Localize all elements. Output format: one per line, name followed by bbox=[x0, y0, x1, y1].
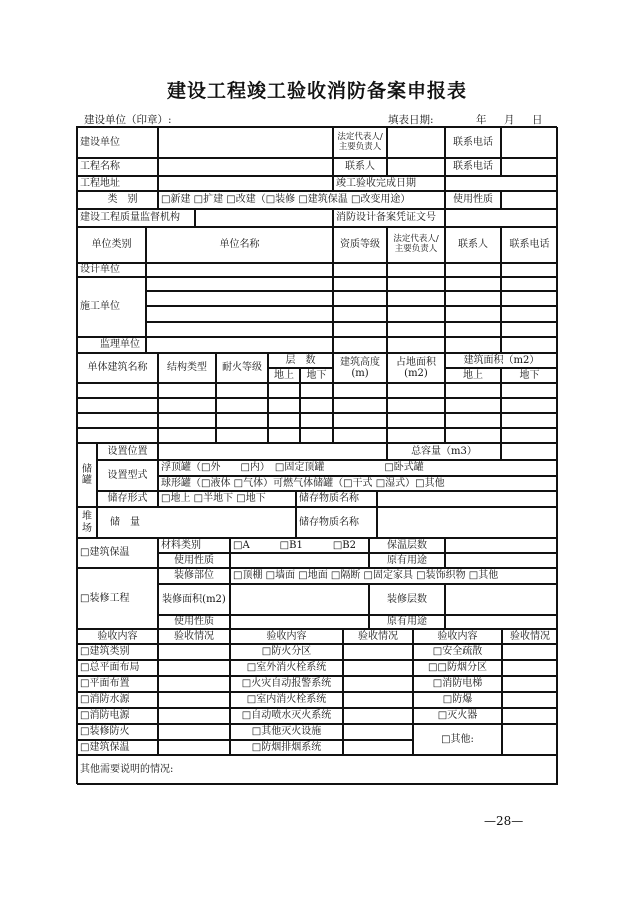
form-input-cell[interactable] bbox=[502, 692, 558, 708]
form-input-cell[interactable] bbox=[333, 306, 387, 322]
form-input-cell[interactable] bbox=[387, 263, 445, 277]
form-label-cell: □装修防火 bbox=[77, 724, 158, 740]
form-label-cell: 联系电话 bbox=[445, 127, 501, 158]
form-label-cell: 装修层数 bbox=[369, 584, 445, 615]
form-input-cell[interactable] bbox=[333, 398, 387, 413]
form-label-cell: 储存形式 bbox=[97, 491, 158, 507]
unit-seal-label: 建设单位（印章）: bbox=[84, 114, 172, 126]
form-input-cell[interactable] bbox=[158, 398, 216, 413]
form-label-cell: 设计单位 bbox=[77, 263, 146, 277]
form-label-cell: 建设工程质量监督机构 bbox=[77, 209, 195, 227]
form-input-cell[interactable] bbox=[343, 740, 413, 755]
form-input-cell[interactable] bbox=[333, 428, 387, 443]
form-label-cell: 原有用途 bbox=[369, 615, 445, 629]
form-label-cell: 地上 bbox=[268, 368, 300, 383]
form-input-cell[interactable] bbox=[445, 291, 501, 306]
form-input-cell[interactable] bbox=[146, 306, 333, 322]
form-label-cell: □地上 □半地下 □地下 bbox=[158, 491, 296, 507]
form-input-cell[interactable] bbox=[387, 428, 445, 443]
form-input-cell[interactable] bbox=[502, 708, 558, 724]
form-input-cell[interactable] bbox=[77, 428, 158, 443]
form-label-cell: 联系人 bbox=[445, 227, 501, 263]
form-label-cell: 装修面积(m2) bbox=[158, 584, 230, 615]
form-input-cell[interactable] bbox=[387, 277, 445, 291]
form-label-cell: 设置型式 bbox=[97, 460, 158, 491]
form-label-cell: 监理单位 bbox=[77, 337, 146, 353]
form-label-cell: 使用性质 bbox=[158, 615, 230, 629]
form-input-cell[interactable] bbox=[216, 398, 268, 413]
form-input-cell[interactable] bbox=[300, 428, 333, 443]
form-input-cell[interactable] bbox=[158, 383, 216, 398]
form-input-cell[interactable] bbox=[146, 263, 333, 277]
form-input-cell[interactable] bbox=[158, 428, 216, 443]
form-label-cell: □其他: bbox=[413, 724, 502, 755]
form-label-cell: 联系人 bbox=[333, 158, 387, 176]
form-label-cell: 联系电话 bbox=[445, 158, 501, 176]
form-input-cell[interactable] bbox=[501, 158, 558, 176]
form-label-cell: □防爆 bbox=[413, 692, 502, 708]
form-label-cell: 耐火等级 bbox=[216, 353, 268, 383]
form-input-cell[interactable] bbox=[333, 413, 387, 428]
form-input-cell[interactable] bbox=[333, 322, 387, 337]
form-input-cell[interactable] bbox=[230, 615, 369, 629]
form-input-cell[interactable] bbox=[445, 538, 558, 553]
form-label-cell: 储 量 bbox=[97, 507, 296, 538]
form-input-cell[interactable] bbox=[501, 383, 558, 398]
form-input-cell[interactable] bbox=[343, 724, 413, 740]
form-input-cell[interactable] bbox=[445, 553, 558, 568]
form-input-cell[interactable] bbox=[445, 176, 558, 191]
form-input-cell[interactable] bbox=[501, 306, 558, 322]
form-input-cell[interactable] bbox=[377, 507, 558, 538]
form-label-cell: □室内消火栓系统 bbox=[230, 692, 343, 708]
form-label-cell: 验收情况 bbox=[502, 629, 558, 644]
form-input-cell[interactable] bbox=[158, 413, 216, 428]
form-label-cell: □消防电源 bbox=[77, 708, 158, 724]
fill-date-label: 填表日期: bbox=[388, 114, 434, 126]
form-input-cell[interactable] bbox=[387, 322, 445, 337]
form-label-cell: 结构类型 bbox=[158, 353, 216, 383]
form-input-cell[interactable] bbox=[501, 428, 558, 443]
form-input-cell[interactable] bbox=[230, 553, 369, 568]
form-label-cell: □建筑保温 bbox=[77, 740, 158, 755]
form-input-cell[interactable] bbox=[445, 584, 558, 615]
form-input-cell[interactable] bbox=[158, 644, 230, 660]
form-input-cell[interactable] bbox=[445, 615, 558, 629]
form-input-cell[interactable] bbox=[502, 724, 558, 755]
form-input-cell[interactable] bbox=[333, 337, 387, 353]
form-input-cell[interactable] bbox=[333, 263, 387, 277]
form-label-cell: □防烟排烟系统 bbox=[230, 740, 343, 755]
form-label-cell: 验收情况 bbox=[343, 629, 413, 644]
form-input-cell[interactable] bbox=[501, 413, 558, 428]
form-label-cell: 占地面积(m2) bbox=[387, 353, 445, 383]
filing-form-table bbox=[76, 126, 557, 784]
form-label-cell: 原有用途 bbox=[369, 553, 445, 568]
form-input-cell[interactable] bbox=[445, 322, 501, 337]
form-label-cell: 使用性质 bbox=[158, 553, 230, 568]
form-label-cell: 验收内容 bbox=[413, 629, 502, 644]
form-label-cell: 验收内容 bbox=[77, 629, 158, 644]
form-label-cell: 建筑高度(m) bbox=[333, 353, 387, 383]
form-label-cell: □自动喷水灭火系统 bbox=[230, 708, 343, 724]
form-label-cell: 建设单位 bbox=[77, 127, 158, 158]
form-header-meta bbox=[80, 112, 560, 126]
form-label-cell: 储存物质名称 bbox=[296, 491, 377, 507]
form-input-cell[interactable] bbox=[146, 337, 333, 353]
form-input-cell[interactable] bbox=[268, 413, 300, 428]
form-input-cell[interactable] bbox=[343, 692, 413, 708]
form-input-cell[interactable] bbox=[445, 337, 501, 353]
form-label-cell: □建筑保温 bbox=[77, 538, 158, 568]
page-number: —28— bbox=[484, 814, 524, 828]
form-label-cell: □总平面布局 bbox=[77, 660, 158, 676]
form-input-cell[interactable] bbox=[158, 443, 387, 460]
form-label-cell: □□防烟分区 bbox=[413, 660, 502, 676]
form-input-cell[interactable] bbox=[230, 584, 369, 615]
form-label-cell: 验收内容 bbox=[230, 629, 343, 644]
form-input-cell[interactable] bbox=[445, 383, 501, 398]
form-input-cell[interactable] bbox=[387, 413, 445, 428]
form-input-cell[interactable] bbox=[158, 724, 230, 740]
form-label-cell: 联系电话 bbox=[501, 227, 558, 263]
form-label-cell: 工程地址 bbox=[77, 176, 158, 191]
day-label: 日 bbox=[532, 114, 543, 126]
form-input-cell[interactable] bbox=[300, 383, 333, 398]
form-input-cell[interactable] bbox=[77, 383, 158, 398]
form-label-cell: □消防水源 bbox=[77, 692, 158, 708]
form-label-cell: 地上 bbox=[445, 368, 501, 383]
form-label-cell: 资质等级 bbox=[333, 227, 387, 263]
form-label-cell: □消防电梯 bbox=[413, 676, 502, 692]
form-label-cell: □新建 □扩建 □改建（□装修 □建筑保温 □改变用途） bbox=[158, 191, 445, 209]
form-input-cell[interactable] bbox=[377, 491, 558, 507]
form-label-cell: 地下 bbox=[501, 368, 558, 383]
form-input-cell[interactable] bbox=[146, 322, 333, 337]
form-input-cell[interactable] bbox=[268, 383, 300, 398]
form-label-cell: □火灾自动报警系统 bbox=[230, 676, 343, 692]
form-input-cell[interactable] bbox=[146, 277, 333, 291]
form-input-cell[interactable] bbox=[343, 676, 413, 692]
form-label-cell: 法定代表人/主要负责人 bbox=[387, 227, 445, 263]
form-label-cell: □室外消火栓系统 bbox=[230, 660, 343, 676]
form-input-cell[interactable] bbox=[158, 708, 230, 724]
form-label-cell: 工程名称 bbox=[77, 158, 158, 176]
form-label-cell: 施工单位 bbox=[77, 277, 146, 337]
form-label-cell: 单位类别 bbox=[77, 227, 146, 263]
form-input-cell[interactable] bbox=[195, 209, 333, 227]
form-input-cell[interactable] bbox=[268, 398, 300, 413]
form-input-cell[interactable] bbox=[387, 383, 445, 398]
form-input-cell[interactable] bbox=[158, 740, 230, 755]
form-label-cell: 建筑面积（m2） bbox=[445, 353, 558, 368]
form-input-cell[interactable] bbox=[216, 383, 268, 398]
form-label-cell: □其他灭火设施 bbox=[230, 724, 343, 740]
form-input-cell[interactable] bbox=[268, 428, 300, 443]
form-input-cell[interactable] bbox=[158, 676, 230, 692]
form-input-cell[interactable] bbox=[445, 306, 501, 322]
form-input-cell[interactable] bbox=[387, 306, 445, 322]
form-input-cell[interactable] bbox=[216, 413, 268, 428]
form-input-cell[interactable] bbox=[300, 413, 333, 428]
form-input-cell[interactable] bbox=[502, 676, 558, 692]
form-input-cell[interactable] bbox=[158, 127, 333, 158]
form-input-cell[interactable] bbox=[445, 209, 558, 227]
form-input-cell[interactable] bbox=[501, 398, 558, 413]
form-input-cell[interactable] bbox=[501, 337, 558, 353]
form-input-cell[interactable] bbox=[501, 263, 558, 277]
form-input-cell[interactable] bbox=[387, 291, 445, 306]
form-input-cell[interactable] bbox=[300, 398, 333, 413]
form-label-cell: 浮顶罐（□外 □内） □固定顶罐 □卧式罐 bbox=[158, 460, 558, 476]
form-input-cell[interactable] bbox=[158, 660, 230, 676]
form-label-cell: 单体建筑名称 bbox=[77, 353, 158, 383]
form-label-cell: 材料类别 bbox=[158, 538, 230, 553]
form-label-cell: 设置位置 bbox=[97, 443, 158, 460]
form-label-cell: 层 数 bbox=[268, 353, 333, 368]
form-label-cell: □平面布置 bbox=[77, 676, 158, 692]
form-label-cell: 法定代表人/主要负责人 bbox=[333, 127, 387, 158]
form-input-cell[interactable] bbox=[501, 443, 558, 460]
form-input-cell[interactable] bbox=[445, 398, 501, 413]
form-input-cell[interactable] bbox=[502, 644, 558, 660]
month-label: 月 bbox=[504, 114, 515, 126]
form-input-cell[interactable] bbox=[445, 413, 501, 428]
form-label-cell: 储存物质名称 bbox=[296, 507, 377, 538]
form-label-cell: 堆场 bbox=[77, 507, 97, 538]
form-input-cell[interactable] bbox=[445, 428, 501, 443]
form-input-cell[interactable] bbox=[502, 660, 558, 676]
form-label-cell: 储罐 bbox=[77, 443, 97, 507]
form-input-cell[interactable] bbox=[158, 158, 333, 176]
form-label-cell: 地下 bbox=[300, 368, 333, 383]
form-label-cell: 装修部位 bbox=[158, 568, 230, 584]
form-input-cell[interactable] bbox=[445, 263, 501, 277]
form-label-cell: 总容量（m3） bbox=[387, 443, 501, 460]
form-input-cell[interactable] bbox=[333, 291, 387, 306]
form-label-cell: □安全疏散 bbox=[413, 644, 502, 660]
form-input-cell[interactable] bbox=[158, 176, 333, 191]
form-label-cell: □A □B1 □B2 bbox=[230, 538, 369, 553]
form-input-cell[interactable] bbox=[343, 644, 413, 660]
form-input-cell[interactable] bbox=[216, 428, 268, 443]
form-label-cell: □顶棚 □墙面 □地面 □隔断 □固定家具 □装饰织物 □其他 bbox=[230, 568, 558, 584]
form-input-cell[interactable] bbox=[501, 191, 558, 209]
form-label-cell: □防火分区 bbox=[230, 644, 343, 660]
form-input-cell[interactable] bbox=[387, 337, 445, 353]
form-label-cell: 消防设计备案凭证文号 bbox=[333, 209, 445, 227]
form-input-cell[interactable] bbox=[501, 277, 558, 291]
form-label-cell: □灭火器 bbox=[413, 708, 502, 724]
form-input-cell[interactable] bbox=[158, 692, 230, 708]
form-input-cell[interactable] bbox=[387, 127, 445, 158]
form-input-cell[interactable] bbox=[501, 127, 558, 158]
form-label-cell: 使用性质 bbox=[445, 191, 501, 209]
form-input-cell[interactable] bbox=[333, 383, 387, 398]
form-input-cell[interactable] bbox=[146, 291, 333, 306]
form-label-cell: 其他需要说明的情况: bbox=[77, 755, 558, 785]
year-label: 年 bbox=[476, 114, 487, 126]
form-input-cell[interactable] bbox=[445, 277, 501, 291]
form-input-cell[interactable] bbox=[77, 413, 158, 428]
form-input-cell[interactable] bbox=[333, 277, 387, 291]
form-input-cell[interactable] bbox=[387, 158, 445, 176]
form-input-cell[interactable] bbox=[387, 398, 445, 413]
form-label-cell: 类 别 bbox=[77, 191, 158, 209]
form-label-cell: 竣工验收完成日期 bbox=[333, 176, 445, 191]
form-input-cell[interactable] bbox=[343, 660, 413, 676]
form-label-cell: 验收情况 bbox=[158, 629, 230, 644]
page-title: 建设工程竣工验收消防备案申报表 bbox=[166, 80, 467, 102]
form-input-cell[interactable] bbox=[343, 708, 413, 724]
form-input-cell[interactable] bbox=[77, 398, 158, 413]
form-label-cell: 单位名称 bbox=[146, 227, 333, 263]
form-input-cell[interactable] bbox=[501, 322, 558, 337]
form-label-cell: □装修工程 bbox=[77, 568, 158, 629]
form-label-cell: 球形罐（□液体 □气体）可燃气体储罐（□干式 □湿式）□其他 bbox=[158, 476, 558, 491]
form-input-cell[interactable] bbox=[501, 291, 558, 306]
form-label-cell: 保温层数 bbox=[369, 538, 445, 553]
form-label-cell: □建筑类别 bbox=[77, 644, 158, 660]
